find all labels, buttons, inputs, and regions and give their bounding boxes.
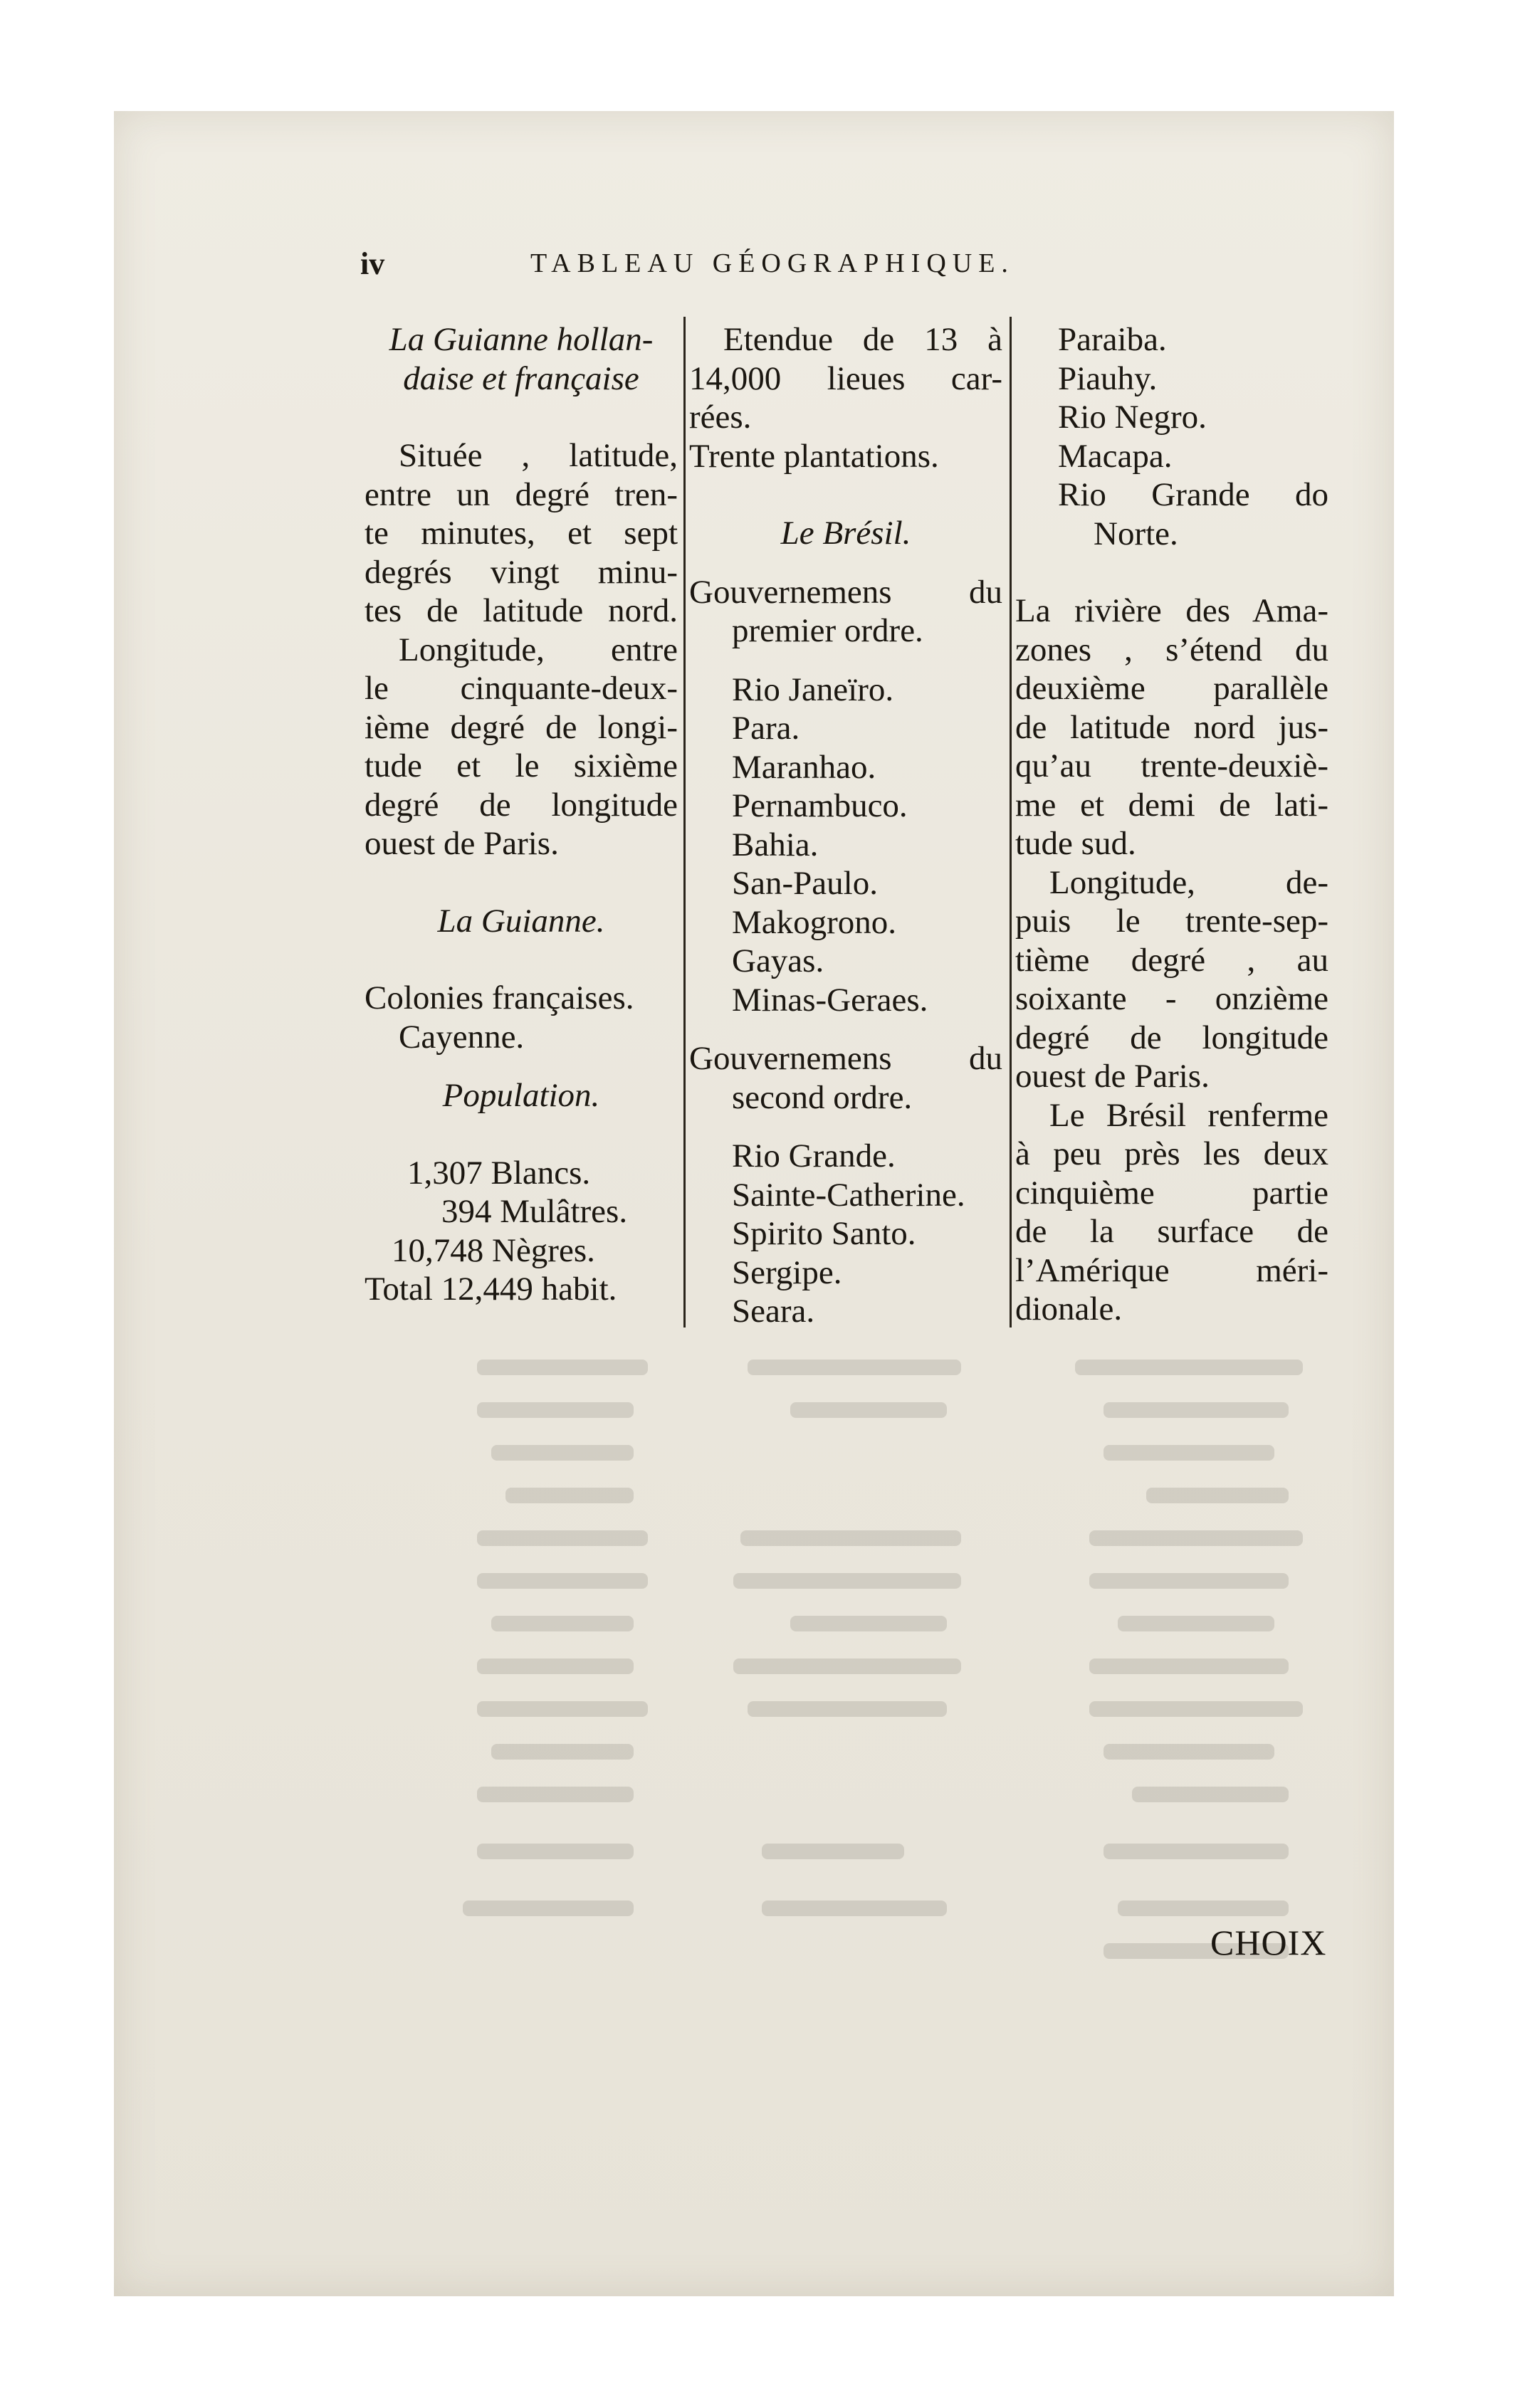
list-item: Piauhy. <box>1058 359 1158 397</box>
list-item: Bahia. <box>732 826 819 863</box>
text-line: Colonies françaises. <box>365 979 634 1016</box>
running-title: TABLEAU GÉOGRAPHIQUE. <box>530 248 1015 278</box>
text-line: Située , latitude, <box>399 437 678 474</box>
list-item: Seara. <box>732 1293 815 1330</box>
subheading: Le Brésil. <box>780 515 911 552</box>
page-number: iv <box>360 246 385 281</box>
list-item: San-Paulo. <box>732 865 878 902</box>
text-line: tes de latitude nord. <box>365 592 678 629</box>
text-line: Etendue de 13 à <box>723 321 1002 358</box>
section-heading: daise et française <box>403 359 639 397</box>
text-line: rées. <box>689 399 752 436</box>
text-line: La rivière des Ama- <box>1015 592 1328 629</box>
list-item: Norte. <box>1094 515 1178 552</box>
list-item: Rio Grande do <box>1058 476 1328 513</box>
text-line: premier ordre. <box>732 612 923 649</box>
text-line: Cayenne. <box>399 1018 525 1056</box>
column-bresil <box>689 320 1002 1331</box>
list-item: Macapa. <box>1058 437 1173 475</box>
list-item: Sergipe. <box>732 1253 842 1291</box>
show-through-shading <box>441 1345 1331 1986</box>
column-amazones <box>1015 320 1328 1329</box>
subheading: Population. <box>442 1077 600 1114</box>
list-item: Paraiba. <box>1058 321 1167 358</box>
text-line: degrés vingt minu- <box>365 553 678 591</box>
population-total: Total 12,449 habit. <box>365 1271 617 1308</box>
text-line: de latitude nord jus- <box>1015 708 1328 746</box>
list-item: Maranhao. <box>732 748 876 786</box>
list-item: Sainte-Catherine. <box>732 1176 965 1214</box>
column-guianne <box>365 320 678 1309</box>
text-line: ouest de Paris. <box>1015 1058 1210 1095</box>
text-line: tième degré , au <box>1015 941 1328 979</box>
text-line: soixante - onzième <box>1015 980 1328 1017</box>
text-line: tude et le sixième <box>365 747 678 784</box>
text-line: qu’au trente-deuxiè- <box>1015 747 1328 784</box>
text-line: Gouvernemens du <box>689 573 1002 611</box>
text-line: à peu près les deux <box>1015 1135 1328 1172</box>
list-item: Spirito Santo. <box>732 1215 916 1252</box>
text-line: Gouvernemens du <box>689 1040 1002 1077</box>
list-item: Rio Grande. <box>732 1137 896 1174</box>
list-item: Pernambuco. <box>732 787 908 824</box>
text-line: ième degré de longi- <box>365 708 678 746</box>
text-line: me et demi de lati- <box>1015 786 1328 824</box>
text-line: cinquième partie <box>1015 1174 1328 1211</box>
population-row: 10,748 Nègres. <box>392 1231 595 1269</box>
text-line: Trente plantations. <box>689 437 939 475</box>
text-line: entre un degré tren- <box>365 475 678 513</box>
list-item: Para. <box>732 710 800 747</box>
catchword: CHOIX <box>1210 1923 1327 1962</box>
list-item: Minas-Geraes. <box>732 981 928 1019</box>
text-line: dionale. <box>1015 1290 1123 1327</box>
column-rule-left <box>683 317 686 1327</box>
list-item: Makogrono. <box>732 903 897 941</box>
text-line: le cinquante-deux- <box>365 670 678 707</box>
list-item: Rio Negro. <box>1058 399 1207 436</box>
text-line: 14,000 lieues car- <box>689 359 1002 397</box>
text-line: te minutes, et sept <box>365 515 678 552</box>
text-line: Le Brésil renferme <box>1049 1096 1328 1134</box>
text-line: Longitude, entre <box>399 631 678 668</box>
list-item: Gayas. <box>732 942 824 979</box>
subheading: La Guianne. <box>437 902 605 940</box>
text-line: tude sud. <box>1015 825 1136 862</box>
column-rule-right <box>1010 317 1012 1327</box>
population-row: 394 Mulâtres. <box>441 1193 628 1230</box>
section-heading: La Guianne hollan- <box>389 321 654 358</box>
population-row: 1,307 Blancs. <box>407 1154 591 1192</box>
text-line: second ordre. <box>732 1078 913 1116</box>
text-line: Longitude, de- <box>1049 863 1328 901</box>
text-line: de la surface de <box>1015 1213 1328 1250</box>
text-line: puis le trente-sep- <box>1015 903 1328 940</box>
text-line: zones , s’étend du <box>1015 631 1328 668</box>
text-line: degré de longitude <box>365 786 678 824</box>
text-line: deuxième parallèle <box>1015 670 1328 707</box>
text-line: l’Amérique méri- <box>1015 1251 1328 1289</box>
text-line: degré de longitude <box>1015 1019 1328 1056</box>
text-line: ouest de Paris. <box>365 825 559 862</box>
list-item: Rio Janeïro. <box>732 671 894 708</box>
